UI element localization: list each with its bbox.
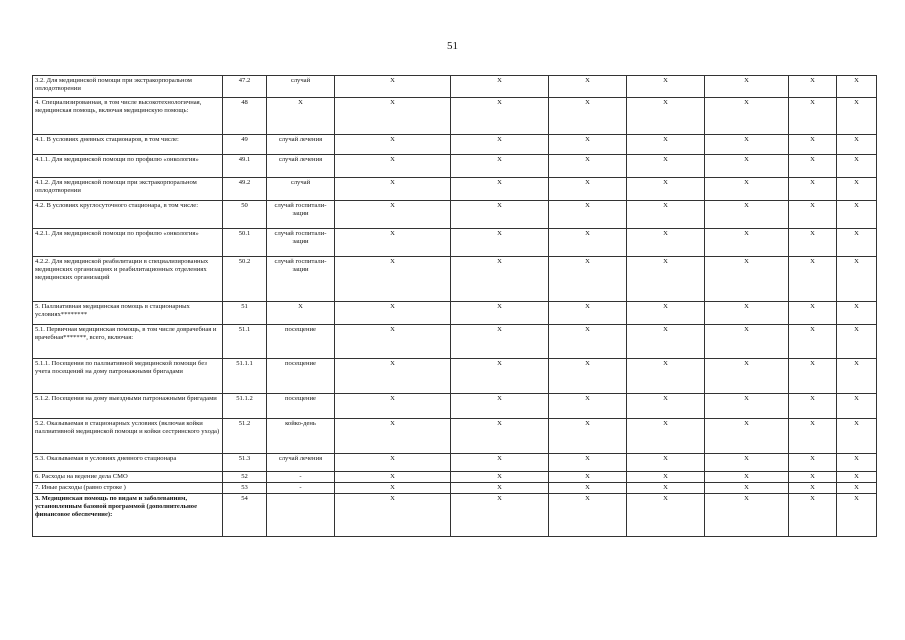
row-value-cell: X [549, 76, 627, 98]
row-name-cell: 7. Иные расходы (равно строке ) [33, 483, 223, 494]
row-value-cell: X [451, 483, 549, 494]
row-name-cell: 4.2.1. Для медицинской помощи по профилю «онкология» [33, 229, 223, 257]
row-value-cell: X [549, 359, 627, 394]
row-value-cell: X [837, 229, 877, 257]
table-row [33, 76, 877, 98]
row-value-cell: X [837, 325, 877, 359]
table-row [33, 494, 877, 537]
row-value-cell: X [627, 257, 705, 302]
row-name-cell: 6. Расходы на ведение дела СМО [33, 472, 223, 483]
table-row [33, 419, 877, 454]
row-value-cell: X [705, 394, 789, 419]
row-value-cell: X [451, 394, 549, 419]
row-value-cell: X [627, 394, 705, 419]
row-code-cell: 52 [223, 472, 267, 483]
row-value-cell: X [705, 98, 789, 135]
row-value-cell: X [451, 494, 549, 537]
row-value-cell: X [335, 155, 451, 178]
row-value-cell: X [705, 359, 789, 394]
row-value-cell: X [335, 454, 451, 472]
row-value-cell: X [837, 155, 877, 178]
row-value-cell: X [789, 325, 837, 359]
row-value-cell: X [451, 302, 549, 325]
table-row [33, 155, 877, 178]
row-value-cell: X [705, 257, 789, 302]
row-value-cell: X [335, 494, 451, 537]
row-code-cell: 51.2 [223, 419, 267, 454]
row-value-cell: X [335, 394, 451, 419]
row-code-cell: 47.2 [223, 76, 267, 98]
table-row [33, 302, 877, 325]
row-value-cell: X [705, 494, 789, 537]
row-value-cell: X [335, 98, 451, 135]
row-value-cell: X [335, 135, 451, 155]
row-value-cell: X [549, 454, 627, 472]
row-value-cell: X [789, 76, 837, 98]
row-code-cell: 50.1 [223, 229, 267, 257]
row-value-cell: X [837, 483, 877, 494]
row-code-cell: 49 [223, 135, 267, 155]
row-value-cell: X [789, 178, 837, 201]
row-unit-cell [267, 494, 335, 537]
row-code-cell: 51 [223, 302, 267, 325]
row-value-cell: X [837, 494, 877, 537]
row-value-cell: X [837, 76, 877, 98]
table-row [33, 359, 877, 394]
row-value-cell: X [837, 135, 877, 155]
row-value-cell: X [335, 325, 451, 359]
row-code-cell: 51.1.2 [223, 394, 267, 419]
row-value-cell: X [549, 201, 627, 229]
row-unit-cell: случай лечения [267, 454, 335, 472]
row-value-cell: X [335, 302, 451, 325]
row-unit-cell: случай [267, 178, 335, 201]
row-code-cell: 53 [223, 483, 267, 494]
row-value-cell: X [837, 419, 877, 454]
row-value-cell: X [705, 178, 789, 201]
row-value-cell: X [837, 359, 877, 394]
table-row [33, 201, 877, 229]
row-value-cell: X [789, 135, 837, 155]
row-unit-cell: - [267, 472, 335, 483]
row-unit-cell: случай госпитали-зации [267, 201, 335, 229]
row-value-cell: X [705, 229, 789, 257]
row-code-cell: 50 [223, 201, 267, 229]
row-value-cell: X [789, 155, 837, 178]
row-value-cell: X [549, 257, 627, 302]
row-value-cell: X [335, 419, 451, 454]
row-unit-cell: случай лечения [267, 155, 335, 178]
row-name-cell: 5.2. Оказываемая в стационарных условиях (включая койки паллиативной медицинской помощи и койки сестринского ухода) [33, 419, 223, 454]
row-value-cell: X [705, 419, 789, 454]
row-name-cell: 4.1. В условиях дневных стационаров, в том числе: [33, 135, 223, 155]
row-unit-cell: случай госпитали-зации [267, 257, 335, 302]
row-value-cell: X [335, 472, 451, 483]
row-code-cell: 49.2 [223, 178, 267, 201]
page-number: 51 [447, 40, 458, 52]
row-unit-cell: X [267, 302, 335, 325]
row-value-cell: X [451, 419, 549, 454]
row-unit-cell: случай лечения [267, 135, 335, 155]
row-value-cell: X [549, 302, 627, 325]
row-value-cell: X [549, 483, 627, 494]
row-value-cell: X [789, 394, 837, 419]
row-value-cell: X [451, 325, 549, 359]
row-unit-cell: посещение [267, 359, 335, 394]
row-value-cell: X [837, 201, 877, 229]
row-name-cell: 4.1.2. Для медицинской помощи при экстракорпоральном оплодотворении [33, 178, 223, 201]
row-value-cell: X [549, 135, 627, 155]
row-value-cell: X [451, 257, 549, 302]
row-value-cell: X [335, 257, 451, 302]
row-unit-cell: X [267, 98, 335, 135]
row-name-cell: 3. Медицинская помощь по видам и заболеваниям, установленным базовой программой (дополнительное финансовое обеспечение): [33, 494, 223, 537]
row-value-cell: X [627, 325, 705, 359]
row-value-cell: X [705, 76, 789, 98]
row-value-cell: X [705, 454, 789, 472]
row-name-cell: 4.2. В условиях круглосуточного стационара, в том числе: [33, 201, 223, 229]
row-value-cell: X [789, 201, 837, 229]
row-value-cell: X [335, 201, 451, 229]
row-value-cell: X [549, 394, 627, 419]
row-unit-cell: случай [267, 76, 335, 98]
row-value-cell: X [627, 135, 705, 155]
row-value-cell: X [627, 454, 705, 472]
row-value-cell: X [837, 98, 877, 135]
row-name-cell: 4.1.1. Для медицинской помощи по профилю «онкология» [33, 155, 223, 178]
row-value-cell: X [789, 359, 837, 394]
row-value-cell: X [549, 98, 627, 135]
row-value-cell: X [451, 155, 549, 178]
row-value-cell: X [789, 302, 837, 325]
row-value-cell: X [451, 472, 549, 483]
table-row [33, 178, 877, 201]
row-value-cell: X [705, 155, 789, 178]
row-value-cell: X [837, 178, 877, 201]
row-value-cell: X [549, 229, 627, 257]
row-value-cell: X [549, 494, 627, 537]
row-value-cell: X [789, 257, 837, 302]
table-row [33, 257, 877, 302]
row-code-cell: 49.1 [223, 155, 267, 178]
row-unit-cell: - [267, 483, 335, 494]
row-value-cell: X [627, 155, 705, 178]
row-value-cell: X [789, 98, 837, 135]
row-code-cell: 50.2 [223, 257, 267, 302]
row-name-cell: 4.2.2. Для медицинской реабилитации в специализированных медицинских организациях и реабилитационных отделениях медицинских организаций [33, 257, 223, 302]
table-row [33, 229, 877, 257]
table-row [33, 325, 877, 359]
row-code-cell: 54 [223, 494, 267, 537]
row-value-cell: X [789, 494, 837, 537]
row-value-cell: X [451, 76, 549, 98]
row-value-cell: X [627, 359, 705, 394]
row-value-cell: X [789, 419, 837, 454]
row-value-cell: X [451, 178, 549, 201]
table-row [33, 454, 877, 472]
table-row [33, 472, 877, 483]
row-unit-cell: посещение [267, 394, 335, 419]
row-value-cell: X [451, 135, 549, 155]
row-code-cell: 51.3 [223, 454, 267, 472]
row-unit-cell: случай госпитали-зации [267, 229, 335, 257]
row-unit-cell: койко-день [267, 419, 335, 454]
row-value-cell: X [451, 454, 549, 472]
row-value-cell: X [335, 483, 451, 494]
row-name-cell: 5.3. Оказываемая в условиях дневного стационара [33, 454, 223, 472]
financing-table [32, 75, 877, 537]
row-value-cell: X [451, 98, 549, 135]
row-code-cell: 51.1.1 [223, 359, 267, 394]
table-body [33, 76, 877, 537]
row-value-cell: X [705, 135, 789, 155]
row-value-cell: X [549, 178, 627, 201]
row-value-cell: X [837, 257, 877, 302]
row-value-cell: X [549, 325, 627, 359]
row-value-cell: X [335, 229, 451, 257]
row-value-cell: X [335, 76, 451, 98]
row-value-cell: X [451, 359, 549, 394]
row-value-cell: X [837, 302, 877, 325]
table-row [33, 483, 877, 494]
row-value-cell: X [549, 472, 627, 483]
row-value-cell: X [627, 483, 705, 494]
row-value-cell: X [837, 394, 877, 419]
table-row [33, 98, 877, 135]
row-value-cell: X [789, 454, 837, 472]
row-value-cell: X [705, 472, 789, 483]
row-name-cell: 5.1.1. Посещения по паллиативной медицинской помощи без учета посещений на дому патронажными бригадами [33, 359, 223, 394]
row-value-cell: X [627, 302, 705, 325]
row-value-cell: X [627, 419, 705, 454]
row-value-cell: X [705, 483, 789, 494]
row-value-cell: X [837, 472, 877, 483]
row-value-cell: X [627, 76, 705, 98]
row-value-cell: X [705, 325, 789, 359]
row-name-cell: 3.2. Для медицинской помощи при экстракорпоральном оплодотворении [33, 76, 223, 98]
row-value-cell: X [627, 178, 705, 201]
row-value-cell: X [451, 229, 549, 257]
table-row [33, 135, 877, 155]
row-value-cell: X [335, 178, 451, 201]
row-value-cell: X [705, 302, 789, 325]
row-name-cell: 5.1.2. Посещения на дому выездными патронажными бригадами [33, 394, 223, 419]
row-name-cell: 5. Паллиативная медицинская помощь в стационарных условиях******** [33, 302, 223, 325]
row-value-cell: X [705, 201, 789, 229]
row-value-cell: X [627, 201, 705, 229]
row-name-cell: 4. Специализированная, в том числе высокотехнологичная, медицинская помощь, включая медицинскую помощь: [33, 98, 223, 135]
row-value-cell: X [549, 419, 627, 454]
row-value-cell: X [451, 201, 549, 229]
table-row [33, 394, 877, 419]
row-value-cell: X [335, 359, 451, 394]
row-value-cell: X [837, 454, 877, 472]
row-name-cell: 5.1. Первичная медицинская помощь, в том числе доврачебная и врачебная*******, всего, включая: [33, 325, 223, 359]
row-code-cell: 48 [223, 98, 267, 135]
row-value-cell: X [627, 494, 705, 537]
row-value-cell: X [549, 155, 627, 178]
row-value-cell: X [789, 229, 837, 257]
row-value-cell: X [789, 483, 837, 494]
row-value-cell: X [789, 472, 837, 483]
row-unit-cell: посещение [267, 325, 335, 359]
row-value-cell: X [627, 98, 705, 135]
row-code-cell: 51.1 [223, 325, 267, 359]
row-value-cell: X [627, 472, 705, 483]
row-value-cell: X [627, 229, 705, 257]
